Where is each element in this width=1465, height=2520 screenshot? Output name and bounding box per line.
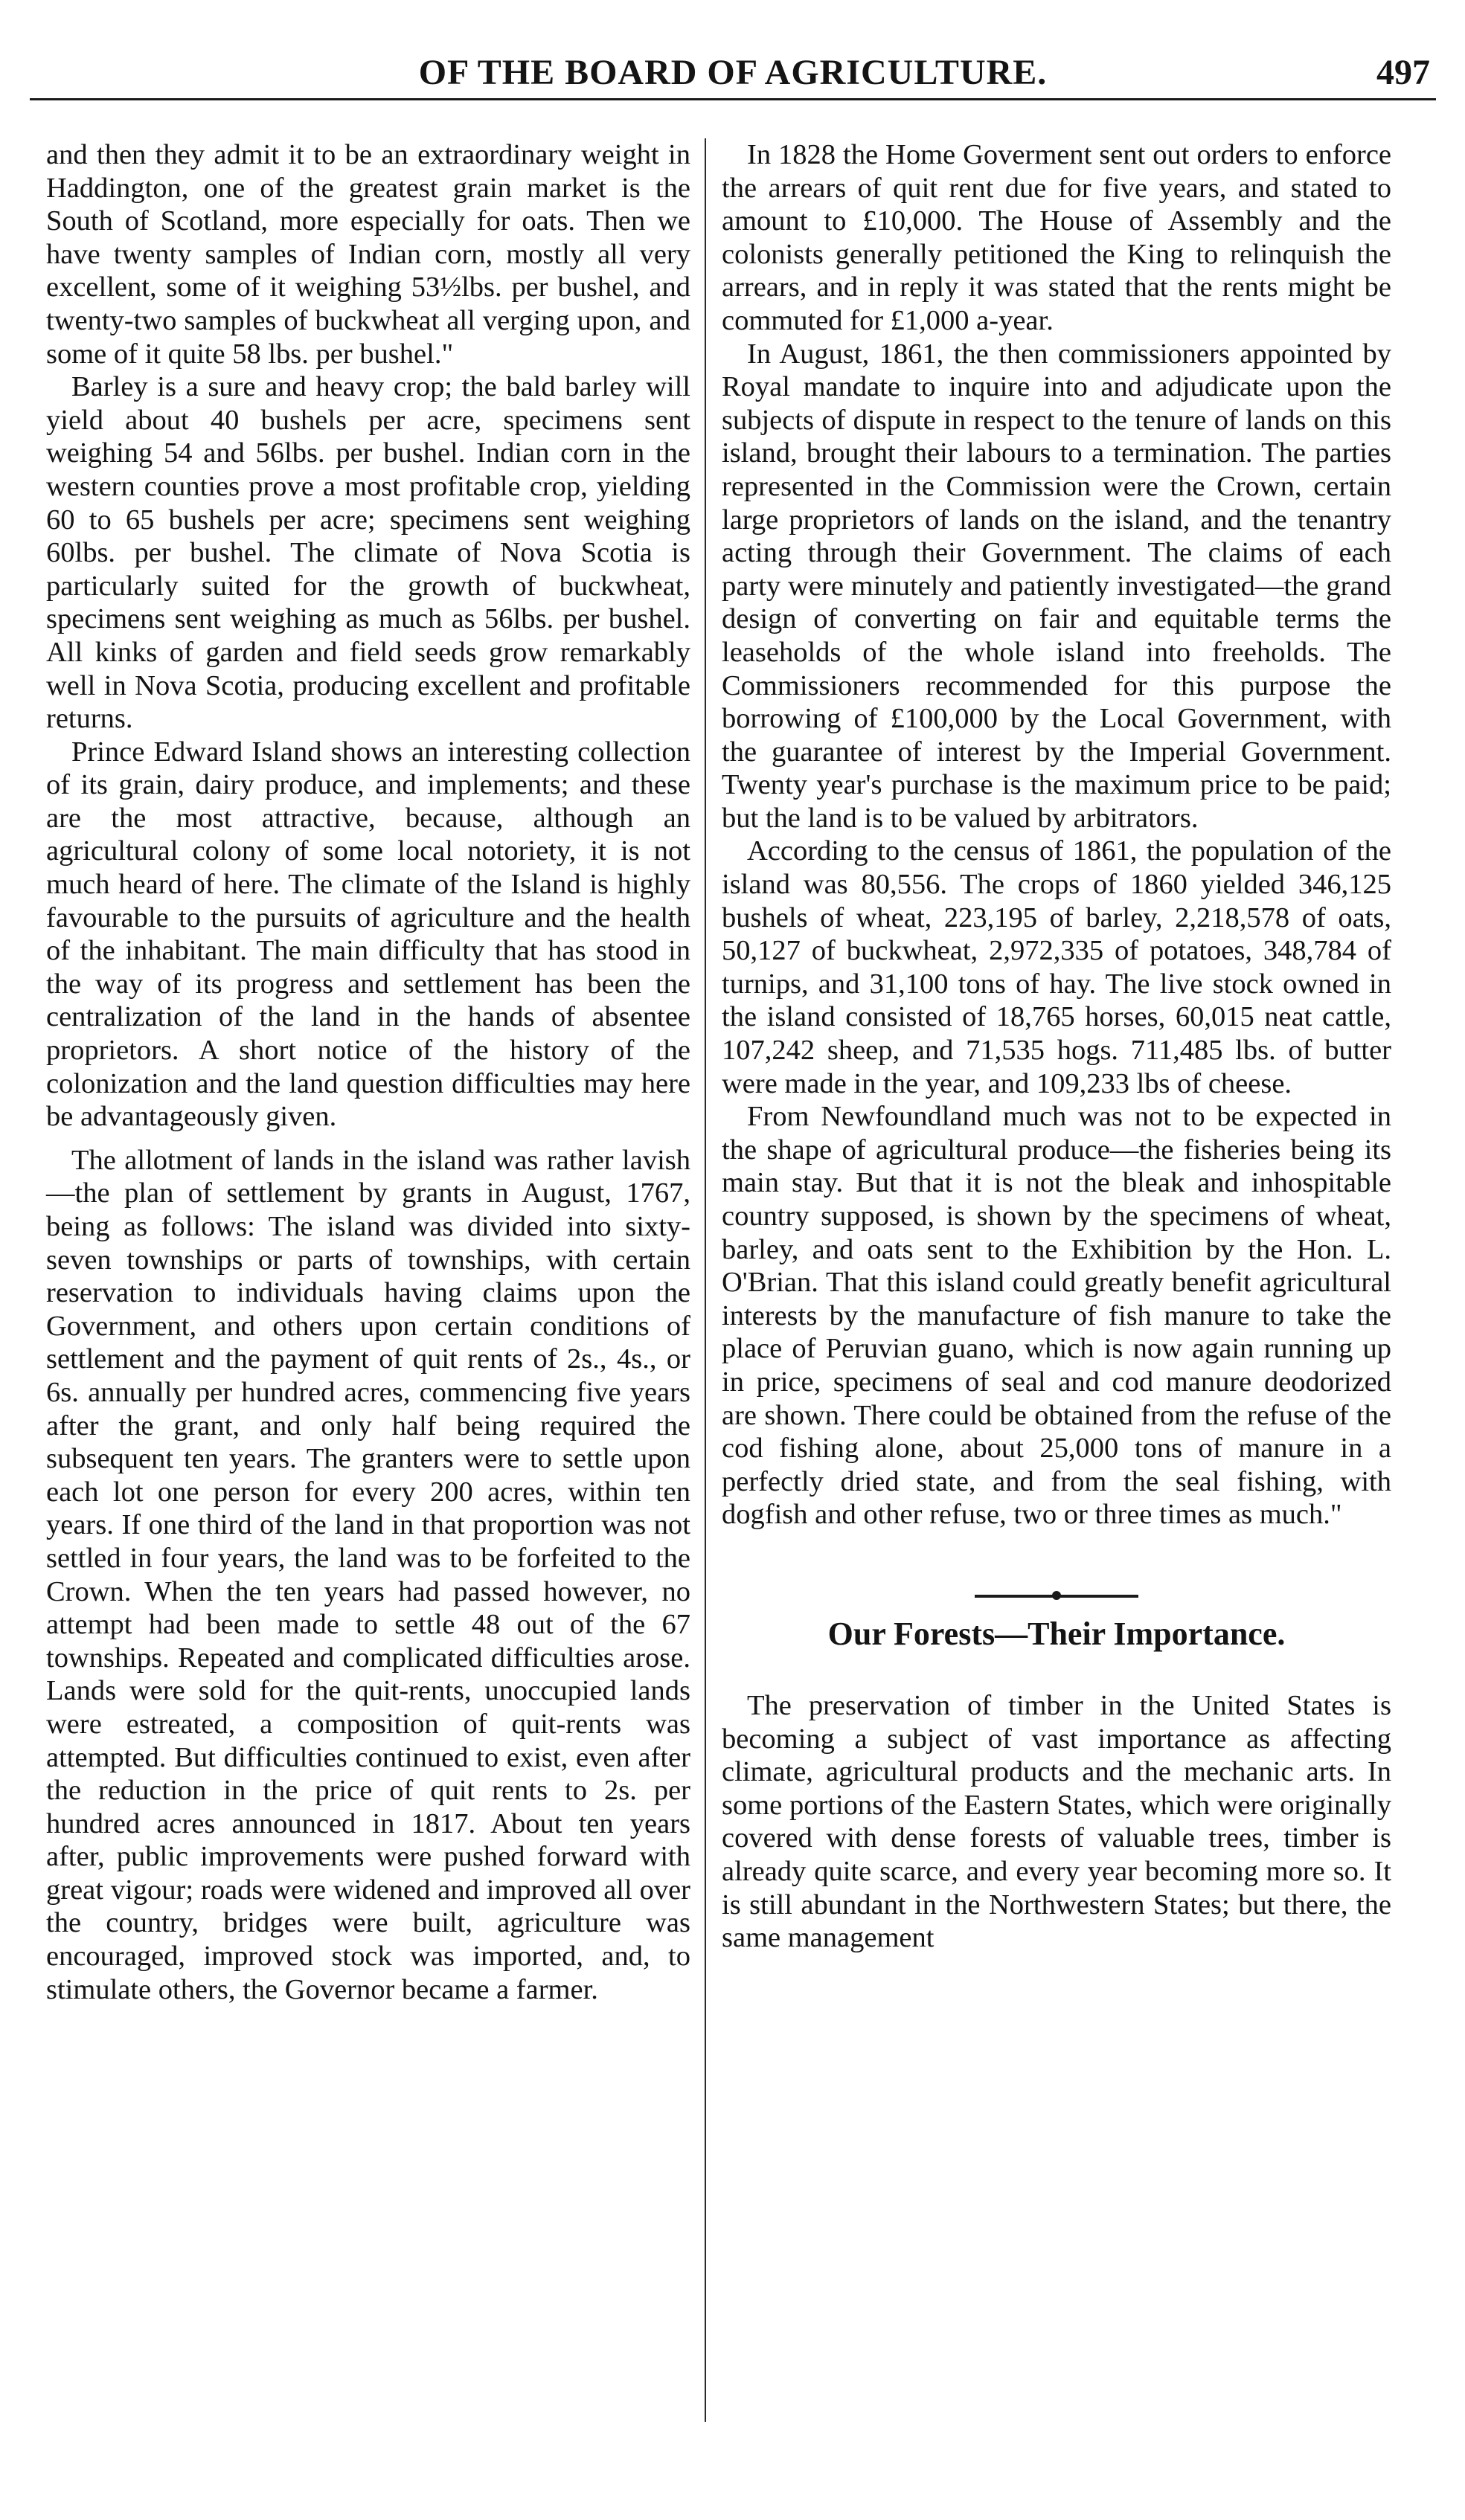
- paragraph-census-1861: According to the census of 1861, the population of the island was 80,556. The crops of 1860 yielded 346,125 bushels of wheat, 223,195 of barley, 2,218,578 of oats, 50,127 of buckwheat, 2,972,335 of potatoes, 348,784 of turnips, and 31,100 tons of hay. The live stock owned in the island consisted of 18,765 horses, 60,015 neat cattle, 107,242 sheep, and 71,535 hogs. 711,485 lbs. of butter were made in the year, and 109,233 lbs of cheese.: [722, 835, 1391, 1099]
- paragraph-land-allotment: The allotment of lands in the island was rather lavish—the plan of settlement by grants in August, 1767, being as follows: The island was divided into sixty-seven townships or parts of townships, with certain reservation to individuals having claims upon the Government, and others upon certain conditions of settlement and the payment of quit rents of 2s., 4s., or 6s. annually per hundred acres, commencing five years after the grant, and only half being required the subsequent ten years. The granters were to settle upon each lot one person for every 200 acres, within ten years. If one third of the land in that proportion was not settled in four years, the land was to be forfeited to the Crown. When the ten years had passed however, no attempt had been made to settle 48 out of the 67 townships. Repeated and complicated difficulties arose. Lands were sold for the quit-rents, unoccupied lands were estreated, a composition of quit-rents was attempted. But difficulties continued to exist, even after the reduction in the price of quit rents to 2s. per hundred acres announced in 1817. About ten years after, public improvements were pushed forward with great vigour; roads were widened and improved all over the country, bridges were built, agriculture was encouraged, improved stock was imported, and, to stimulate others, the Governor became a farmer.: [46, 1144, 690, 2005]
- paragraph-timber-preservation: The preservation of timber in the United States is becoming a subject of vast importance as affecting climate, agricultural products and the mechanic arts. In some portions of the Eastern States, which were originally covered with dense forests of valuable trees, timber is already quite scarce, and every year becoming more so. It is still abundant in the Northwestern States; but there, the same management: [722, 1689, 1391, 1954]
- column-divider: [705, 138, 706, 2422]
- left-column: [46, 138, 690, 2006]
- paragraph-commissioners-1861: In August, 1861, the then commissioners appointed by Royal mandate to inquire into and adjudicate upon the subjects of dispute in respect to the tenure of lands on this island, brought their labours to a termination. The parties represented in the Commission were the Crown, certain large proprietors of lands on the island, and the tenantry acting through their Government. The claims of each party were minutely and patiently investigated—the grand design of converting on fair and equitable terms the leaseholds of the whole island into freeholds. The Commissioners recommended for this purpose the borrowing of £100,000 by the Local Government, with the guarantee of interest by the Imperial Government. Twenty year's purchase is the maximum price to be paid; but the land is to be valued by arbitrators.: [722, 338, 1391, 834]
- section-ornament-rule: [722, 1578, 1391, 1585]
- section-heading-forests: Our Forests—Their Importance.: [827, 1615, 1286, 1652]
- ornament-bar: [975, 1595, 1138, 1598]
- paragraph-haddington-grain: and then they admit it to be an extraordinary weight in Haddington, one of the greatest grain market is the South of Scotland, more especially for oats. Then we have twenty samples of Indian corn, mostly all very excellent, some of it weighing 53½lbs. per bushel, and twenty-two samples of buckwheat all verging upon, and some of it quite 58 lbs. per bushel.": [46, 139, 690, 370]
- running-head: [30, 46, 1436, 100]
- paragraph-home-government-1828: In 1828 the Home Goverment sent out orders to enforce the arrears of quit rent due for five years, and stated to amount to £10,000. The House of Assembly and the colonists generally petitioned the King to relinquish the arrears, and in reply it was stated that the rents might be commuted for £1,000 a-year.: [722, 139, 1391, 336]
- page-number: 497: [1376, 53, 1430, 92]
- paragraph-barley-nova-scotia: Barley is a sure and heavy crop; the bald barley will yield about 40 bushels per acre, specimens sent weighing 54 and 56lbs. per bushel. Indian corn in the western counties prove a most profitable crop, yielding 60 to 65 bushels per acre; specimens sent weighing 60lbs. per bushel. The climate of Nova Scotia is particularly suited for the growth of buckwheat, specimens sent weighing as much as 56lbs. per bushel. All kinks of garden and field seeds grow remarkably well in Nova Scotia, producing excellent and profitable returns.: [46, 371, 690, 735]
- paragraph-newfoundland: From Newfoundland much was not to be expected in the shape of agricultural produce—the fisheries being its main stay. But that it is not the bleak and inhospitable country supposed, is shown by the specimens of wheat, barley, and oats sent to the Exhibition by the Hon. L. O'Brian. That this island could greatly benefit agricultural interests by the manufacture of fish manure to take the place of Peruvian guano, which is now again running up in price, specimens of seal and cod manure deodorized are shown. There could be obtained from the refuse of the cod fishing alone, about 25,000 tons of manure in a perfectly dried state, and from the seal fishing, with dogfish and other refuse, two or three times as much.": [722, 1101, 1391, 1531]
- ornament-dot: [1052, 1591, 1061, 1600]
- running-title: OF THE BOARD OF AGRICULTURE.: [418, 53, 1048, 92]
- right-column: [722, 138, 1391, 1955]
- paragraph-prince-edward-island: Prince Edward Island shows an interesting collection of its grain, dairy produce, and implements; and these are the most attractive, because, although an agricultural colony of some local notoriety, it is not much heard of here. The climate of the Island is highly favourable to the pursuits of agriculture and the health of the inhabitant. The main difficulty that has stood in the way of its progress and settlement has been the centralization of the land in the hands of absentee proprietors. A short notice of the history of the colonization and the land question difficulties may here be advantageously given.: [46, 736, 690, 1133]
